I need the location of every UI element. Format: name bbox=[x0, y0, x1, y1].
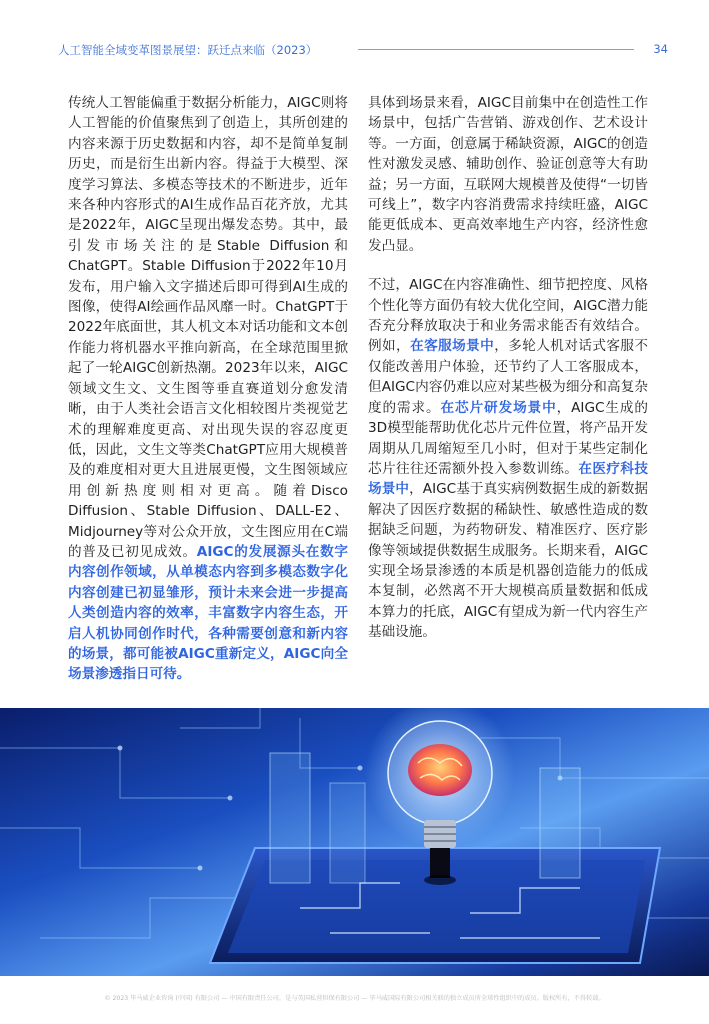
running-header bbox=[58, 38, 668, 62]
customer-service-highlight: 在客服场景中 bbox=[410, 338, 495, 355]
ai-brain-illustration bbox=[0, 708, 709, 976]
p2-text-d: ，AIGC基于真实病例数据生成的新数据解决了因医疗数据的稀缺性、敏感性造成的数据缺乏问题，为药物研发、精准医疗、医疗影像等领域提供数据生成服务。长期来看，AIGC实现全场景渗透的本质是机器创造能力的低成本复制，必然离不开大规模高质量数据和低成本算力的托底，AIGC有望成为新一代内容生产基础设施。 bbox=[368, 481, 648, 641]
p2-text-c: ，AIGC生成的3D模型能帮助优化芯片元件位置，将产品开发周期从几周缩短至几小时，但对于某些定制化芯片往往还需额外投入参数训练。 bbox=[368, 399, 648, 477]
left-body-text: 传统人工智能偏重于数据分析能力，AIGC则将人工智能的价值聚焦到了创造上，其所创建的内容来源于历史数据和内容，却不是简单复制历史，而是衍生出新内容。得益于大模型、深度学习算法、多模态等技术的不断进步，近年来各种内容形式的AI生成作品百花齐放，尤其是2022年，AIGC呈现出爆发态势。其中，最引发市场关注的是Stable Diffusion和ChatGPT。Stable Diffusion于2022年10月发布，用户输入文字描述后即可得到AI生成的图像，使得AI绘画作品风靡一时。ChatGPT于2022年底面世，其人机文本对话功能和文本创作能力将机器水平推向新高，在全球范围里掀起了一轮AIGC创新热潮。2023年以来，AIGC领域文生文、文生图等垂直赛道划分愈发清晰，由于人类社会语言文化相较图片类视觉艺术的理解难度更高、对出现失误的容忍度更低，因此，文生文等类ChatGPT应用大规模普及的难度相对更大且进展更慢，文生图领域应用创新热度则相对更高。随着Disco Diffusion、Stable Diffusion、DALL-E2、Midjourney等对公众开放，文生图应用在C端的普及已初见成效。 bbox=[68, 95, 348, 560]
right-paragraph-2 bbox=[368, 275, 648, 642]
p2-text-a: 不过，AIGC在内容准确性、细节把控度、风格个性化等方面仍有较大优化空间，AIGC潜力能否充分释放取决于和业务需求能否有效结合。例如， bbox=[368, 277, 648, 355]
header-divider bbox=[358, 49, 634, 50]
right-column bbox=[368, 93, 648, 643]
p2-text-b: ，多轮人机对话式客服不仅能改善用户体验，还节约了人工客服成本，但AIGC内容仍难以应对某些极为细分和高复杂度的需求。 bbox=[368, 338, 649, 416]
report-title: 人工智能全域变革图景展望：跃迁点来临（2023） bbox=[58, 43, 318, 57]
left-highlight-text: AIGC的发展源头在数字内容创作领域，从单模态内容到多模态数字化内容创建已初显雏形，预计未来会进一步提高人类创造内容的效率，丰富数字内容生态，开启人机协同创作时代，各种需要创意和新内容的场景，都可能被AIGC重新定义，AIGC向全场景渗透指日可待。 bbox=[68, 543, 348, 683]
left-paragraph bbox=[68, 93, 348, 685]
page-number: 34 bbox=[653, 42, 668, 56]
chip-rd-highlight: 在芯片研发场景中 bbox=[440, 399, 557, 416]
right-paragraph-1: 具体到场景来看，AIGC目前集中在创造性工作场景中，包括广告营销、游戏创作、艺术设计等。一方面，创意属于稀缺资源，AIGC的创造性对激发灵感、辅助创作、验证创意等大有助益；另一方面，互联网大规模普及使得“一切皆可线上”，数字内容消费需求持续旺盛，AIGC能更低成本、更高效率地生产内容，经济性愈发凸显。 bbox=[368, 95, 648, 254]
illustration-graphic bbox=[0, 708, 709, 976]
left-column bbox=[68, 93, 348, 685]
medical-tech-highlight: 在医疗科技场景中 bbox=[368, 460, 649, 498]
copyright-footer: © 2023 毕马威企业咨询 (中国) 有限公司 — 中国有限责任公司，是与英国私营担保有限公司 — 毕马威国际有限公司相关联的独立成员所全球性组织中的成员。版权所有，不得转载。 bbox=[104, 995, 605, 1002]
